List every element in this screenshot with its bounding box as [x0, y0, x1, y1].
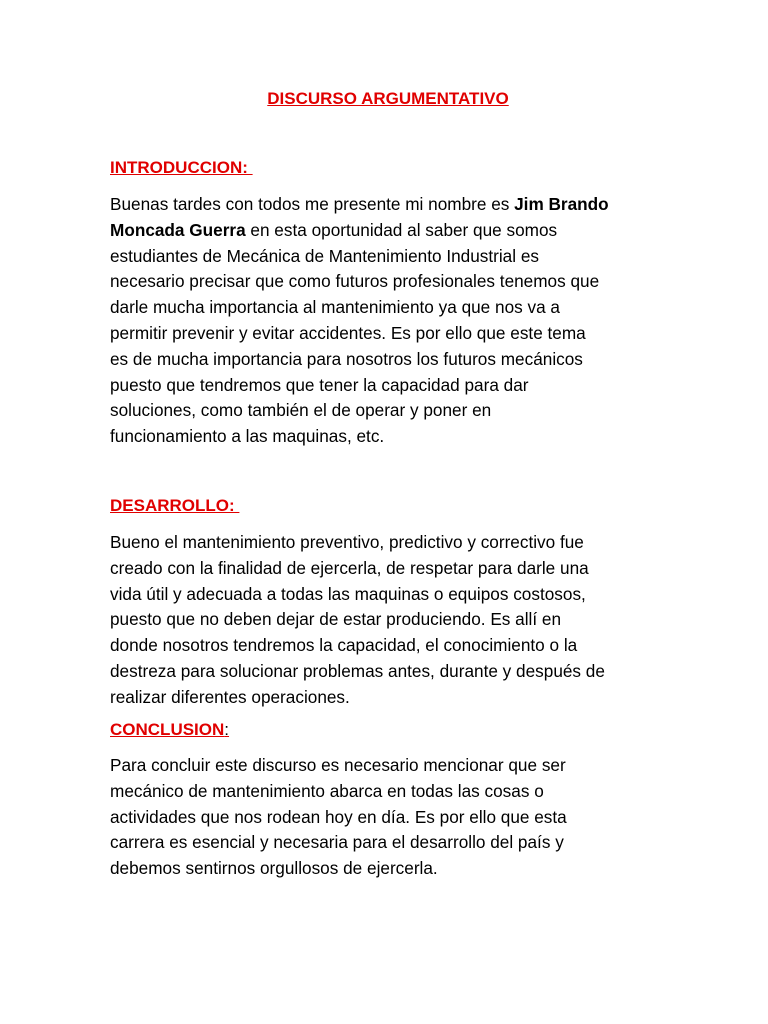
intro-line-text: puesto que tendremos que tener la capacidad para dar — [110, 374, 529, 395]
intro-line-text: permitir prevenir y evitar accidentes. Es por ello que este tema — [110, 322, 586, 343]
desarrollo-line: creado con la finalidad de ejercerla, de respetar para darle una — [110, 557, 589, 578]
intro-line — [110, 295, 670, 321]
conclusion-line: actividades que nos rodean hoy en día. Es por ello que esta — [110, 806, 567, 827]
desarrollo-line: Bueno el mantenimiento preventivo, predictivo y correctivo fue — [110, 532, 584, 552]
intro-line — [110, 424, 670, 450]
intro-line — [110, 398, 670, 424]
conclusion-line: mecánico de mantenimiento abarca en todas las cosas o — [110, 780, 544, 801]
intro-line — [110, 244, 670, 270]
desarrollo-line: realizar diferentes operaciones. — [110, 686, 350, 707]
intro-line-text: estudiantes de Mecánica de Mantenimiento Industrial es — [110, 245, 539, 266]
conclusion-line: Para concluir este discurso es necesario mencionar que ser — [110, 755, 566, 775]
document-title: DISCURSO ARGUMENTATIVO — [267, 89, 509, 108]
heading-conclusion-colon: : — [224, 720, 230, 739]
desarrollo-line: destreza para solucionar problemas antes, durante y después de — [110, 660, 605, 681]
paragraph-introduccion — [110, 192, 670, 450]
desarrollo-line: vida útil y adecuada a todas las maquinas o equipos costosos, — [110, 583, 586, 604]
heading-conclusion-label: CONCLUSION — [110, 720, 225, 739]
heading-desarrollo: DESARROLLO: — [110, 496, 240, 515]
conclusion-line: debemos sentirnos orgullosos de ejercerla. — [110, 858, 438, 879]
conclusion-line: carrera es esencial y necesaria para el desarrollo del país y — [110, 832, 564, 853]
intro-line — [110, 373, 670, 399]
intro-line-text: necesario precisar que como futuros profesionales tenemos que — [110, 271, 600, 292]
desarrollo-line: puesto que no deben dejar de estar produciendo. Es allí en — [110, 609, 562, 630]
author-name: Moncada Guerra — [110, 219, 246, 240]
paragraph-conclusion — [110, 753, 670, 882]
paragraph-desarrollo — [110, 530, 670, 711]
intro-line-text: en esta oportunidad al saber que somos — [245, 219, 558, 240]
heading-conclusion — [110, 720, 229, 740]
intro-line-text: funcionamiento a las maquinas, etc. — [110, 426, 385, 447]
intro-line-text: Buenas tardes con todos me presente mi nombre es — [110, 194, 515, 214]
intro-line — [110, 218, 670, 244]
intro-line-text: darle mucha importancia al mantenimiento ya que nos va a — [110, 297, 560, 318]
intro-line — [110, 269, 670, 295]
desarrollo-line: donde nosotros tendremos la capacidad, el conocimiento o la — [110, 635, 578, 656]
intro-line — [110, 321, 670, 347]
author-name: Jim Brando — [514, 194, 609, 214]
heading-introduccion: INTRODUCCION: — [110, 158, 253, 177]
intro-line — [110, 347, 670, 373]
intro-line — [110, 192, 670, 218]
intro-line-text: soluciones, como también el de operar y poner en — [110, 400, 492, 421]
intro-line-text: es de mucha importancia para nosotros los futuros mecánicos — [110, 348, 583, 369]
